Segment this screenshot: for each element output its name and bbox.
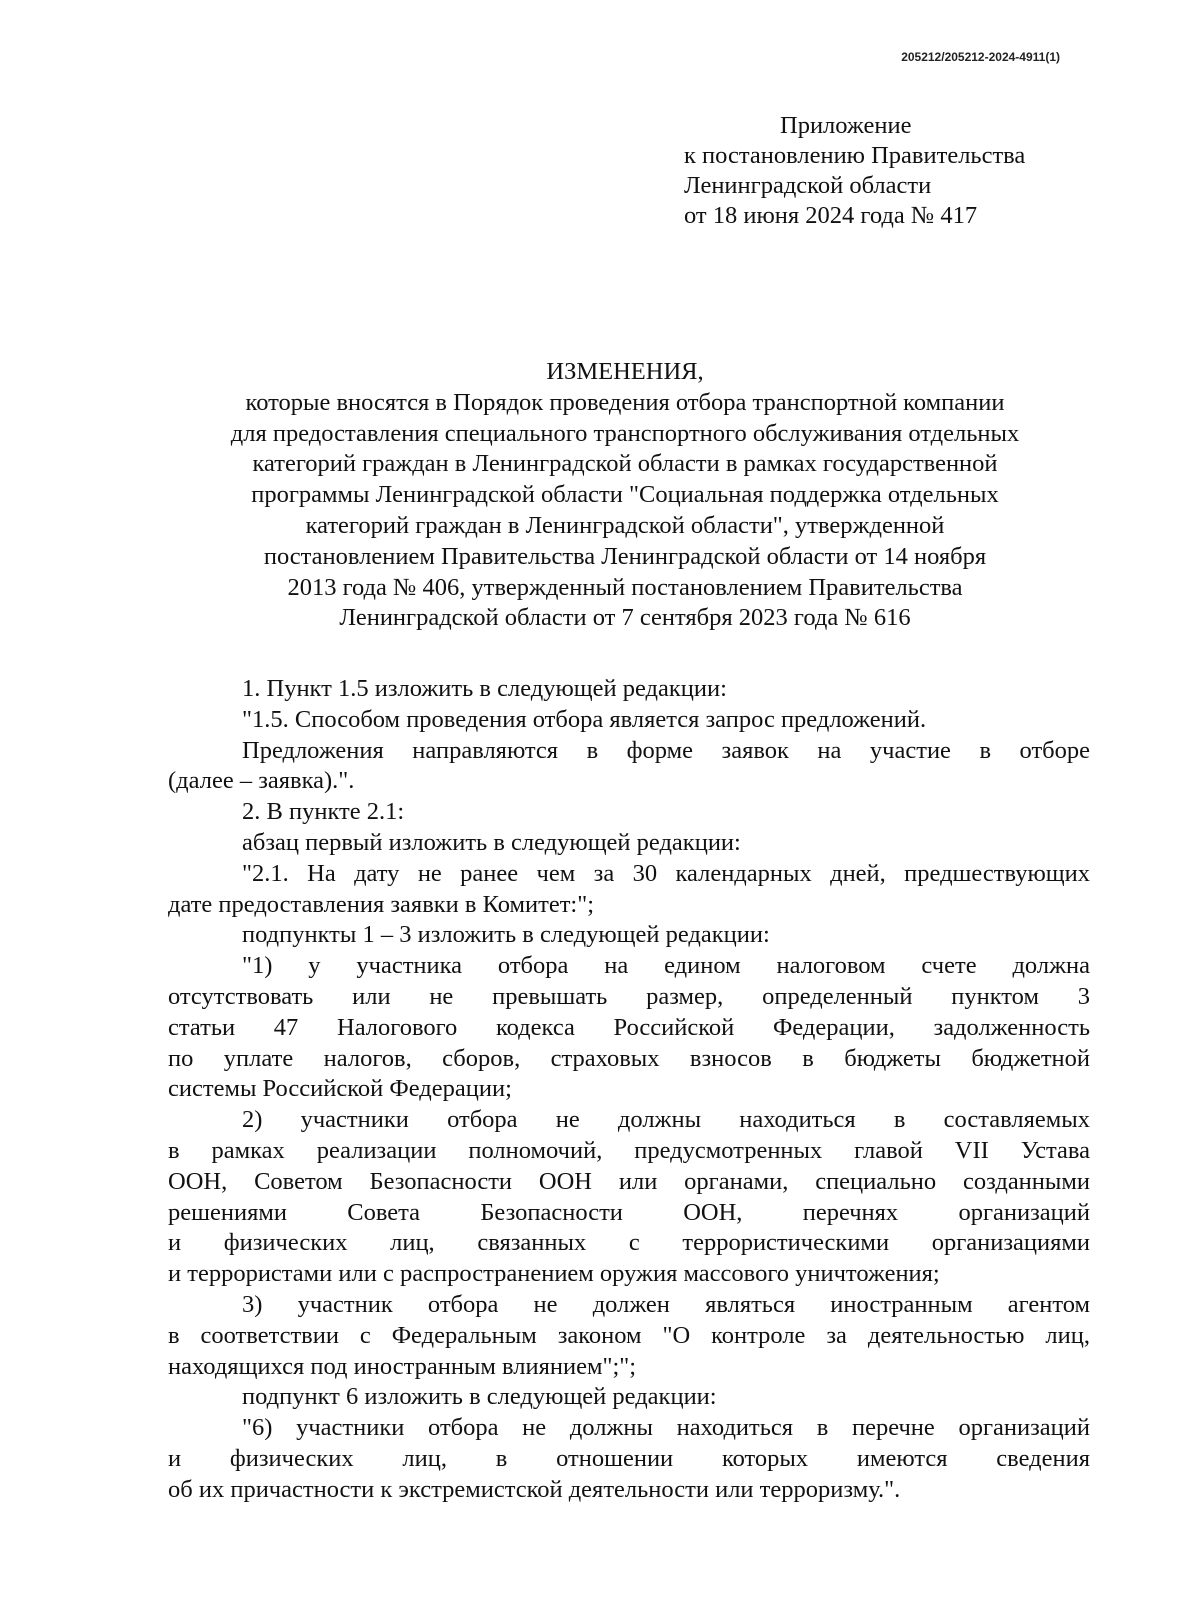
document-number: 205212/205212-2024-4911(1) — [901, 50, 1060, 64]
body-line: подпункты 1 – 3 изложить в следующей редакции: — [242, 921, 770, 949]
body-line: абзац первый изложить в следующей редакции: — [242, 828, 741, 856]
document-heading — [150, 357, 1100, 634]
body-line: системы Российской Федерации; — [168, 1075, 512, 1103]
body-line: решениями Совета Безопасности ООН, перечнях организаций — [168, 1198, 1090, 1226]
body-line: и физических лиц, в отношении которых имеются сведения — [168, 1444, 1090, 1472]
body-line: и физических лиц, связанных с террористическими организациями — [168, 1229, 1090, 1257]
appendix-title: Приложение — [780, 112, 912, 139]
document-subtitle-line: категорий граждан в Ленинградской области в рамках государственной — [252, 450, 998, 478]
document-subtitle-line: Ленинградской области от 7 сентября 2023 года № 616 — [339, 604, 911, 632]
body-line: 1. Пункт 1.5 изложить в следующей редакции: — [242, 675, 727, 702]
body-line: "1) у участника отбора на едином налоговом счете должна — [242, 952, 1090, 980]
body-line: "6) участники отбора не должны находиться в перечне организаций — [242, 1414, 1090, 1442]
body-line: отсутствовать или не превышать размер, определенный пунктом 3 — [168, 982, 1090, 1010]
body-line: (далее – заявка).". — [168, 767, 355, 795]
body-line: ООН, Советом Безопасности ООН или органами, специально созданными — [168, 1167, 1090, 1195]
body-line: и террористами или с распространением оружия массового уничтожения; — [168, 1260, 940, 1288]
document-subtitle-line: которые вносятся в Порядок проведения отбора транспортной компании — [245, 388, 1005, 416]
body-line: Предложения направляются в форме заявок на участие в отборе — [242, 736, 1090, 764]
body-line: статьи 47 Налогового кодекса Российской Федерации, задолженность — [168, 1013, 1090, 1041]
document-body — [168, 674, 1090, 1506]
body-line: "1.5. Способом проведения отбора является запрос предложений. — [242, 705, 927, 733]
body-line: подпункт 6 изложить в следующей редакции: — [242, 1383, 717, 1411]
body-line: в соответствии с Федеральным законом "О контроле за деятельностью лиц, — [168, 1321, 1090, 1349]
body-line: по уплате налогов, сборов, страховых взносов в бюджеты бюджетной — [168, 1044, 1090, 1072]
document-subtitle-line: 2013 года № 406, утвержденный постановлением Правительства — [287, 573, 963, 601]
document-subtitle-line: программы Ленинградской области "Социальная поддержка отдельных — [251, 481, 999, 509]
document-subtitle-line: категорий граждан в Ленинградской области", утвержденной — [305, 511, 945, 539]
appendix-line: от 18 июня 2024 года № 417 — [684, 202, 978, 229]
body-line: в рамках реализации полномочий, предусмотренных главой VII Устава — [168, 1136, 1090, 1164]
body-line: 2. В пункте 2.1: — [242, 798, 405, 826]
body-line: 3) участник отбора не должен являться иностранным агентом — [242, 1290, 1090, 1318]
appendix-line: к постановлению Правительства — [684, 142, 1026, 169]
body-line: находящихся под иностранным влиянием";"; — [168, 1352, 637, 1380]
body-line: об их причастности к экстремистской деятельности или терроризму.". — [168, 1475, 901, 1503]
appendix-header — [684, 111, 1084, 231]
document-subtitle-line: для предоставления специального транспортного обслуживания отдельных — [230, 419, 1020, 447]
appendix-line: Ленинградской области — [684, 172, 932, 199]
body-line: 2) участники отбора не должны находиться в составляемых — [242, 1106, 1090, 1134]
document-title: ИЗМЕНЕНИЯ, — [546, 358, 704, 385]
document-subtitle-line: постановлением Правительства Ленинградской области от 14 ноября — [263, 542, 987, 570]
body-line: дате предоставления заявки в Комитет:"; — [168, 890, 595, 918]
body-line: "2.1. На дату не ранее чем за 30 календарных дней, предшествующих — [242, 859, 1090, 887]
